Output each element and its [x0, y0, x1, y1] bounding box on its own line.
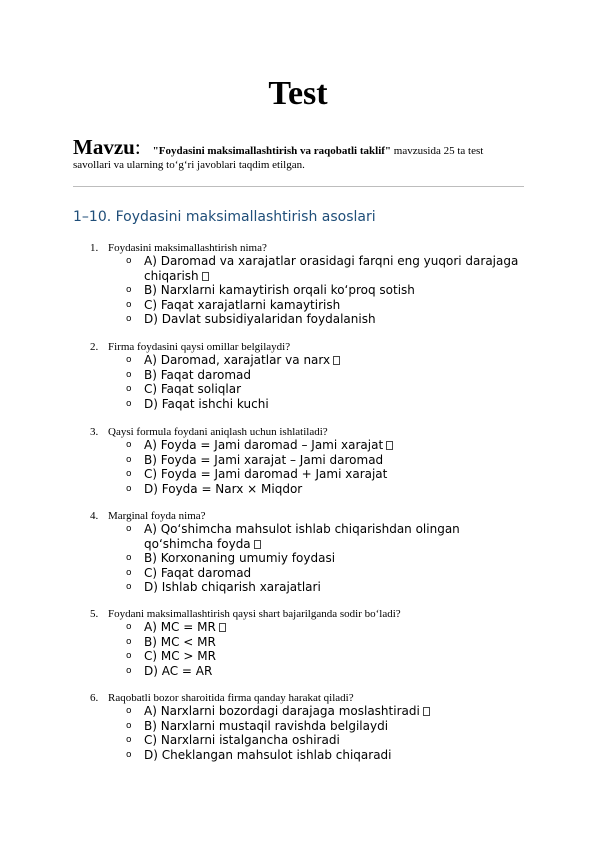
option-item — [0, 397, 596, 412]
option-text: B) Foyda = Jami xarajat – Jami daromad — [144, 452, 384, 467]
question-number: 6. — [90, 692, 99, 704]
circle-bullet-icon: o — [126, 454, 132, 465]
circle-bullet-icon: o — [126, 735, 132, 745]
circle-bullet-icon: o — [126, 524, 132, 534]
option-item — [0, 649, 596, 664]
circle-bullet-icon: o — [126, 706, 132, 716]
question-number: 5. — [90, 608, 99, 620]
option-item — [0, 522, 596, 551]
correct-answer-box-icon — [254, 540, 261, 549]
intro-paragraph — [73, 136, 525, 172]
option-text: B) Korxonaning umumiy foydasi — [144, 551, 336, 565]
topic-colon: : — [134, 135, 141, 159]
option-text: A) MC = MR — [144, 620, 529, 635]
section-heading: 1–10. Foydasini maksimallashtirish asoslari — [73, 209, 376, 225]
option-text: D) Cheklangan mahsulot ishlab chiqaradi — [144, 747, 392, 762]
option-text: D) Faqat ishchi kuchi — [144, 396, 269, 411]
question-number: 3. — [90, 426, 99, 438]
circle-bullet-icon: o — [126, 567, 132, 578]
question-text: Raqobatli bozor sharoitida firma qanday harakat qiladi? — [108, 692, 354, 704]
question-number: 2. — [90, 341, 99, 353]
options-list — [0, 704, 596, 762]
question-text: Marginal foyda nima? — [108, 510, 206, 522]
circle-bullet-icon: o — [126, 355, 132, 365]
options-list — [0, 620, 596, 678]
option-text: C) Faqat xarajatlarni kamaytirish — [144, 297, 341, 312]
circle-bullet-icon: o — [126, 314, 132, 324]
correct-answer-box-icon — [219, 623, 226, 632]
option-item — [0, 382, 596, 397]
correct-answer-box-icon — [386, 441, 393, 450]
option-item — [0, 580, 596, 595]
option-text: A) Daromad, xarajatlar va narx — [144, 353, 529, 368]
question-text: Foydasini maksimallashtirish nima? — [108, 242, 267, 254]
circle-bullet-icon: o — [126, 720, 132, 731]
option-text: B) Narxlarni kamaytirish orqali ko‘proq sotish — [144, 283, 415, 297]
question-number: 4. — [90, 510, 99, 522]
option-text: B) Faqat daromad — [144, 367, 252, 382]
intro-text-1: mavzusida 25 ta test — [391, 145, 484, 157]
option-text: C) Foyda = Jami daromad + Jami xarajat — [144, 467, 388, 481]
option-item — [0, 748, 596, 763]
options-list — [0, 353, 596, 411]
option-text: A) Qo‘shimcha mahsulot ishlab chiqarishdan olingan qo‘shimcha foyda — [144, 522, 460, 551]
circle-bullet-icon: o — [126, 749, 132, 760]
option-item — [0, 664, 596, 679]
option-item — [0, 719, 596, 734]
circle-bullet-icon: o — [126, 299, 132, 310]
question-text: Firma foydasini qaysi omillar belgilaydi? — [108, 341, 291, 353]
intro-line-2: savollari va ularning to‘g‘ri javoblari taqdim etilgan. — [73, 159, 305, 171]
topic-label: Mavzu — [73, 135, 135, 159]
option-text: A) Foyda = Jami daromad – Jami xarajat — [144, 438, 529, 453]
option-text: C) Narxlarni istalgancha oshiradi — [144, 733, 340, 747]
option-item — [0, 368, 596, 383]
option-item — [0, 482, 596, 497]
topic-name: "Foydasini maksimallashtirish va raqobatli taklif" — [152, 145, 392, 157]
intro-line-1 — [73, 136, 525, 158]
option-text: B) MC < MR — [144, 634, 216, 649]
option-text: C) MC > MR — [144, 649, 216, 663]
option-item — [0, 438, 596, 453]
circle-bullet-icon: o — [126, 369, 132, 380]
options-list — [0, 254, 596, 327]
option-text: D) Foyda = Narx × Miqdor — [144, 481, 303, 496]
circle-bullet-icon: o — [126, 665, 132, 676]
circle-bullet-icon: o — [126, 636, 132, 647]
circle-bullet-icon: o — [126, 398, 132, 409]
circle-bullet-icon: o — [126, 553, 132, 563]
option-item — [0, 312, 596, 327]
option-text: D) Davlat subsidiyalaridan foydalanish — [144, 312, 376, 326]
options-list — [0, 438, 596, 496]
question-text: Foydani maksimallashtirish qaysi shart bajarilganda sodir bo‘ladi? — [108, 608, 401, 620]
option-item — [0, 635, 596, 650]
option-item — [0, 551, 596, 566]
circle-bullet-icon: o — [126, 440, 132, 450]
horizontal-divider — [73, 186, 524, 187]
option-item — [0, 704, 596, 719]
circle-bullet-icon: o — [126, 651, 132, 661]
option-item — [0, 353, 596, 368]
correct-answer-box-icon — [423, 707, 430, 716]
option-item — [0, 254, 596, 283]
option-item — [0, 467, 596, 482]
question-number: 1. — [90, 242, 99, 254]
circle-bullet-icon: o — [126, 622, 132, 632]
page-title: Test — [268, 75, 328, 112]
option-item — [0, 453, 596, 468]
option-text: C) Faqat soliqlar — [144, 382, 242, 396]
circle-bullet-icon: o — [126, 285, 132, 295]
option-text: A) Daromad va xarajatlar orasidagi farqni eng yuqori darajaga chiqarish — [144, 254, 519, 283]
circle-bullet-icon: o — [126, 483, 132, 494]
circle-bullet-icon: o — [126, 469, 132, 479]
option-item — [0, 283, 596, 298]
option-text: D) Ishlab chiqarish xarajatlari — [144, 580, 321, 594]
option-text: B) Narxlarni mustaqil ravishda belgilaydi — [144, 718, 389, 733]
option-text: D) AC = AR — [144, 663, 213, 678]
circle-bullet-icon: o — [126, 384, 132, 394]
circle-bullet-icon: o — [126, 256, 132, 266]
option-item — [0, 566, 596, 581]
option-item — [0, 620, 596, 635]
circle-bullet-icon: o — [126, 582, 132, 592]
options-list — [0, 522, 596, 595]
option-item — [0, 298, 596, 313]
correct-answer-box-icon — [202, 272, 209, 281]
correct-answer-box-icon — [333, 356, 340, 365]
option-item — [0, 733, 596, 748]
option-text: A) Narxlarni bozordagi darajaga moslashtiradi — [144, 704, 529, 719]
option-text: C) Faqat daromad — [144, 565, 252, 580]
question-text: Qaysi formula foydani aniqlash uchun ishlatiladi? — [108, 426, 328, 438]
